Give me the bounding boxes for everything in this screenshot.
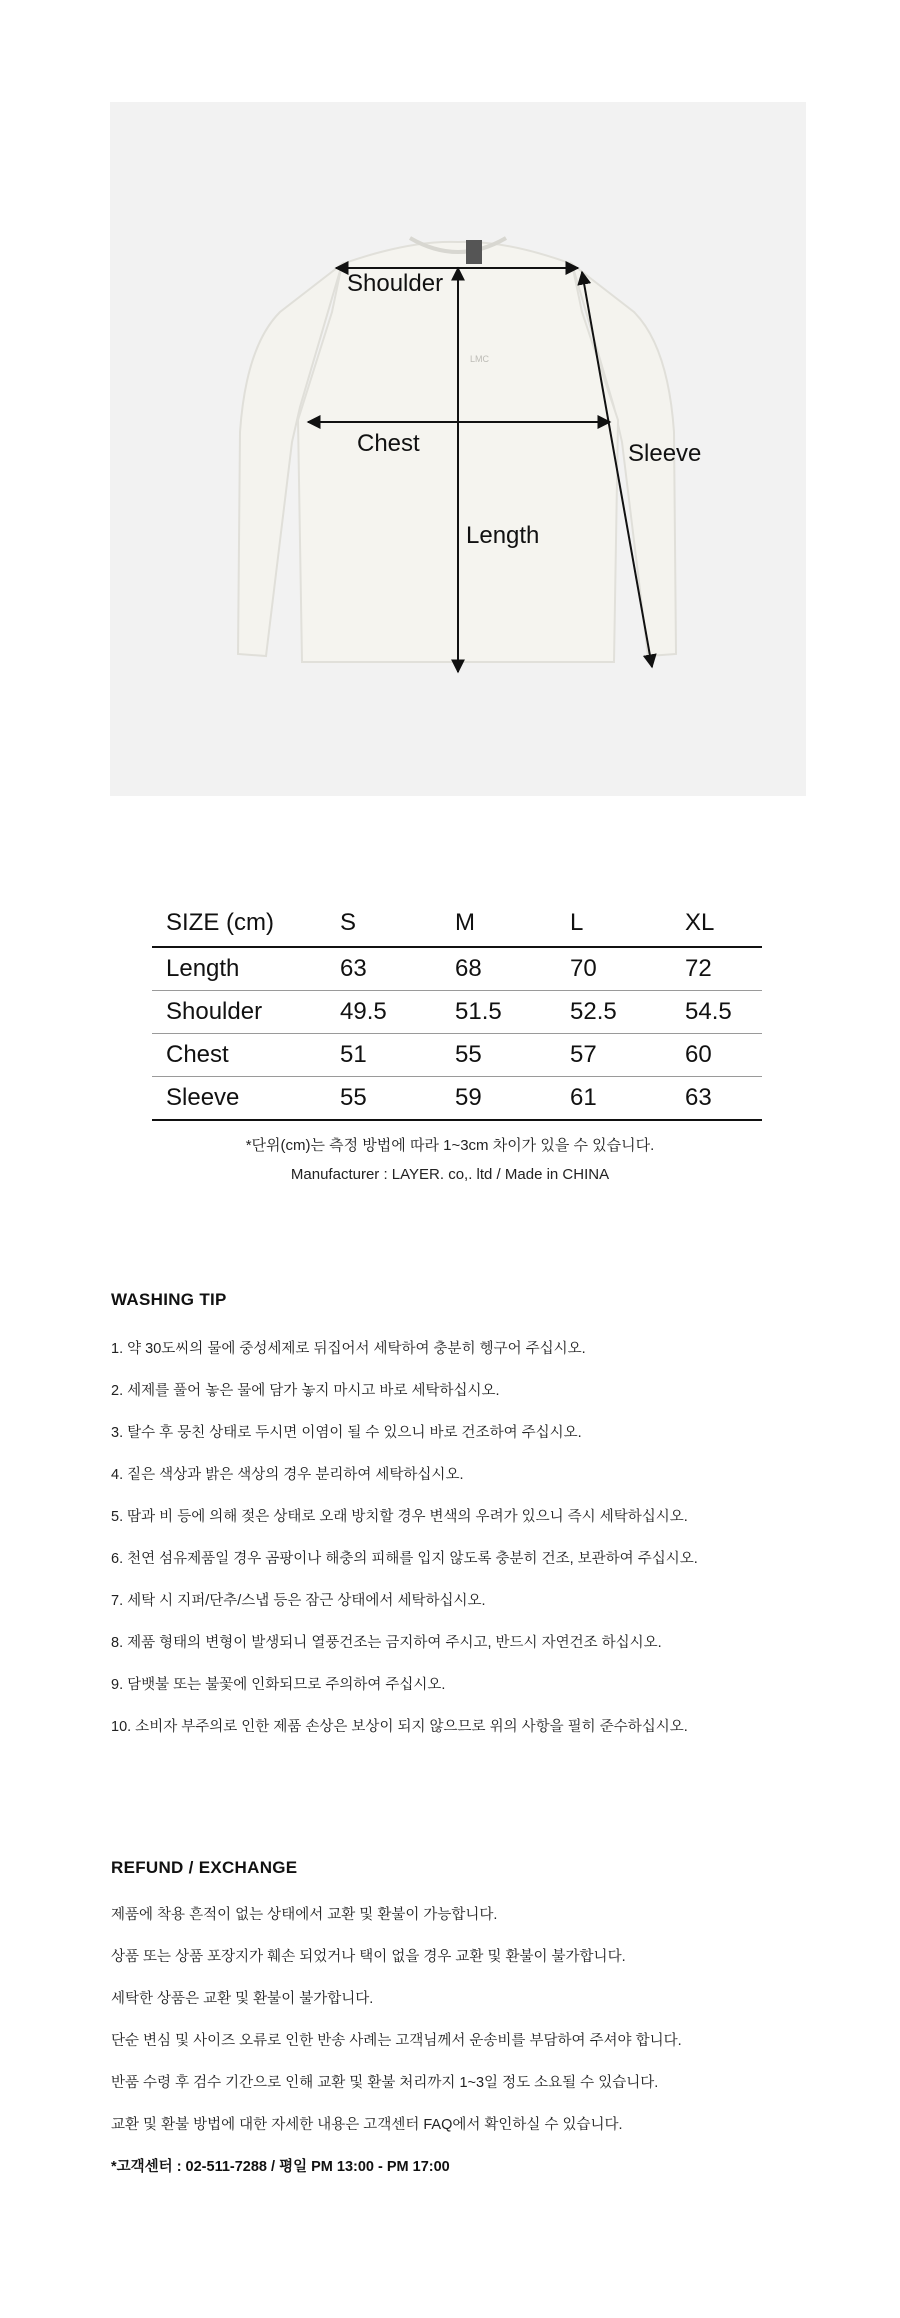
list-item: 단순 변심 및 사이즈 오류로 인한 반송 사례는 고객님께서 운송비를 부담하여 주셔야 합니다. bbox=[111, 2033, 682, 2049]
row-label: Shoulder bbox=[152, 991, 326, 1034]
table-cell: 60 bbox=[671, 1034, 762, 1077]
table-row bbox=[152, 947, 762, 991]
header-s: S bbox=[326, 900, 441, 947]
table-cell: 55 bbox=[441, 1034, 556, 1077]
shoulder-label: Shoulder bbox=[347, 270, 444, 297]
list-item: 2. 세제를 풀어 놓은 물에 담가 놓지 마시고 바로 세탁하십시오. bbox=[111, 1383, 500, 1399]
row-label: Chest bbox=[152, 1034, 326, 1077]
list-item: 1. 약 30도씨의 물에 중성세제로 뒤집어서 세탁하여 충분히 헹구어 주십시오. bbox=[111, 1341, 586, 1357]
customer-center-info: *고객센터 : 02-511-7288 / 평일 PM 13:00 - PM 17:00 bbox=[111, 2159, 450, 2175]
table-cell: 59 bbox=[441, 1077, 556, 1121]
row-label: Sleeve bbox=[152, 1077, 326, 1121]
table-cell: 70 bbox=[556, 947, 671, 991]
header-xl: XL bbox=[671, 900, 762, 947]
list-item: 9. 담뱃불 또는 불꽃에 인화되므로 주의하여 주십시오. bbox=[111, 1677, 446, 1693]
table-cell: 54.5 bbox=[671, 991, 762, 1034]
table-cell: 63 bbox=[671, 1077, 762, 1121]
measurement-note: *단위(cm)는 측정 방법에 따라 1~3cm 차이가 있을 수 있습니다. bbox=[245, 1137, 655, 1154]
length-label: Length bbox=[466, 522, 540, 549]
table-cell: 72 bbox=[671, 947, 762, 991]
table-cell: 57 bbox=[556, 1034, 671, 1077]
table-cell: 51.5 bbox=[441, 991, 556, 1034]
list-item: 8. 제품 형태의 변형이 발생되니 열풍건조는 금지하여 주시고, 반드시 자연건조 하십시오. bbox=[111, 1635, 662, 1651]
table-cell: 49.5 bbox=[326, 991, 441, 1034]
table-cell: 63 bbox=[326, 947, 441, 991]
list-item: 10. 소비자 부주의로 인한 제품 손상은 보상이 되지 않으므로 위의 사항을 필히 준수하십시오. bbox=[111, 1719, 688, 1735]
chest-label: Chest bbox=[357, 430, 420, 457]
sleeve-label: Sleeve bbox=[628, 440, 702, 467]
list-item: 세탁한 상품은 교환 및 환불이 불가합니다. bbox=[111, 1991, 374, 2007]
table-cell: 51 bbox=[326, 1034, 441, 1077]
table-cell: 52.5 bbox=[556, 991, 671, 1034]
list-item: 반품 수령 후 검수 기간으로 인해 교환 및 환불 처리까지 1~3일 정도 소요될 수 있습니다. bbox=[111, 2075, 659, 2091]
size-table-header bbox=[152, 900, 762, 947]
table-cell: 55 bbox=[326, 1077, 441, 1121]
table-cell: 68 bbox=[441, 947, 556, 991]
table-row bbox=[152, 1034, 762, 1077]
table-cell: 61 bbox=[556, 1077, 671, 1121]
row-label: Length bbox=[152, 947, 326, 991]
refund-exchange-list bbox=[111, 1906, 682, 2200]
list-item: 5. 땀과 비 등에 의해 젖은 상태로 오래 방치할 경우 변색의 우려가 있으니 즉시 세탁하십시오. bbox=[111, 1509, 688, 1525]
list-item: 제품에 착용 흔적이 없는 상태에서 교환 및 환불이 가능합니다. bbox=[111, 1907, 498, 1923]
table-row bbox=[152, 1077, 762, 1121]
list-item: 7. 세탁 시 지퍼/단추/스냅 등은 잠근 상태에서 세탁하십시오. bbox=[111, 1593, 486, 1609]
manufacturer-note: Manufacturer : LAYER. co,. ltd / Made in CHINA bbox=[290, 1166, 610, 1183]
washing-tip-title: WASHING TIP bbox=[111, 1290, 227, 1309]
garment-illustration bbox=[110, 102, 806, 796]
list-item: 4. 짙은 색상과 밝은 색상의 경우 분리하여 세탁하십시오. bbox=[111, 1467, 464, 1483]
list-item: 교환 및 환불 방법에 대한 자세한 내용은 고객센터 FAQ에서 확인하실 수 있습니다. bbox=[111, 2117, 623, 2133]
measurement-diagram bbox=[110, 102, 806, 796]
chest-logo: LMC bbox=[470, 354, 490, 364]
header-l: L bbox=[556, 900, 671, 947]
list-item: 3. 탈수 후 뭉친 상태로 두시면 이염이 될 수 있으니 바로 건조하여 주십시오. bbox=[111, 1425, 582, 1441]
list-item: 6. 천연 섬유제품일 경우 곰팡이나 해충의 피해를 입지 않도록 충분히 건조, 보관하여 주십시오. bbox=[111, 1551, 698, 1567]
size-table bbox=[152, 900, 762, 1121]
header-m: M bbox=[441, 900, 556, 947]
washing-tip-list bbox=[111, 1340, 698, 1760]
list-item: 상품 또는 상품 포장지가 훼손 되었거나 택이 없을 경우 교환 및 환불이 불가합니다. bbox=[111, 1949, 626, 1965]
table-row bbox=[152, 991, 762, 1034]
refund-exchange-title: REFUND / EXCHANGE bbox=[111, 1858, 298, 1877]
header-size: SIZE (cm) bbox=[152, 900, 326, 947]
